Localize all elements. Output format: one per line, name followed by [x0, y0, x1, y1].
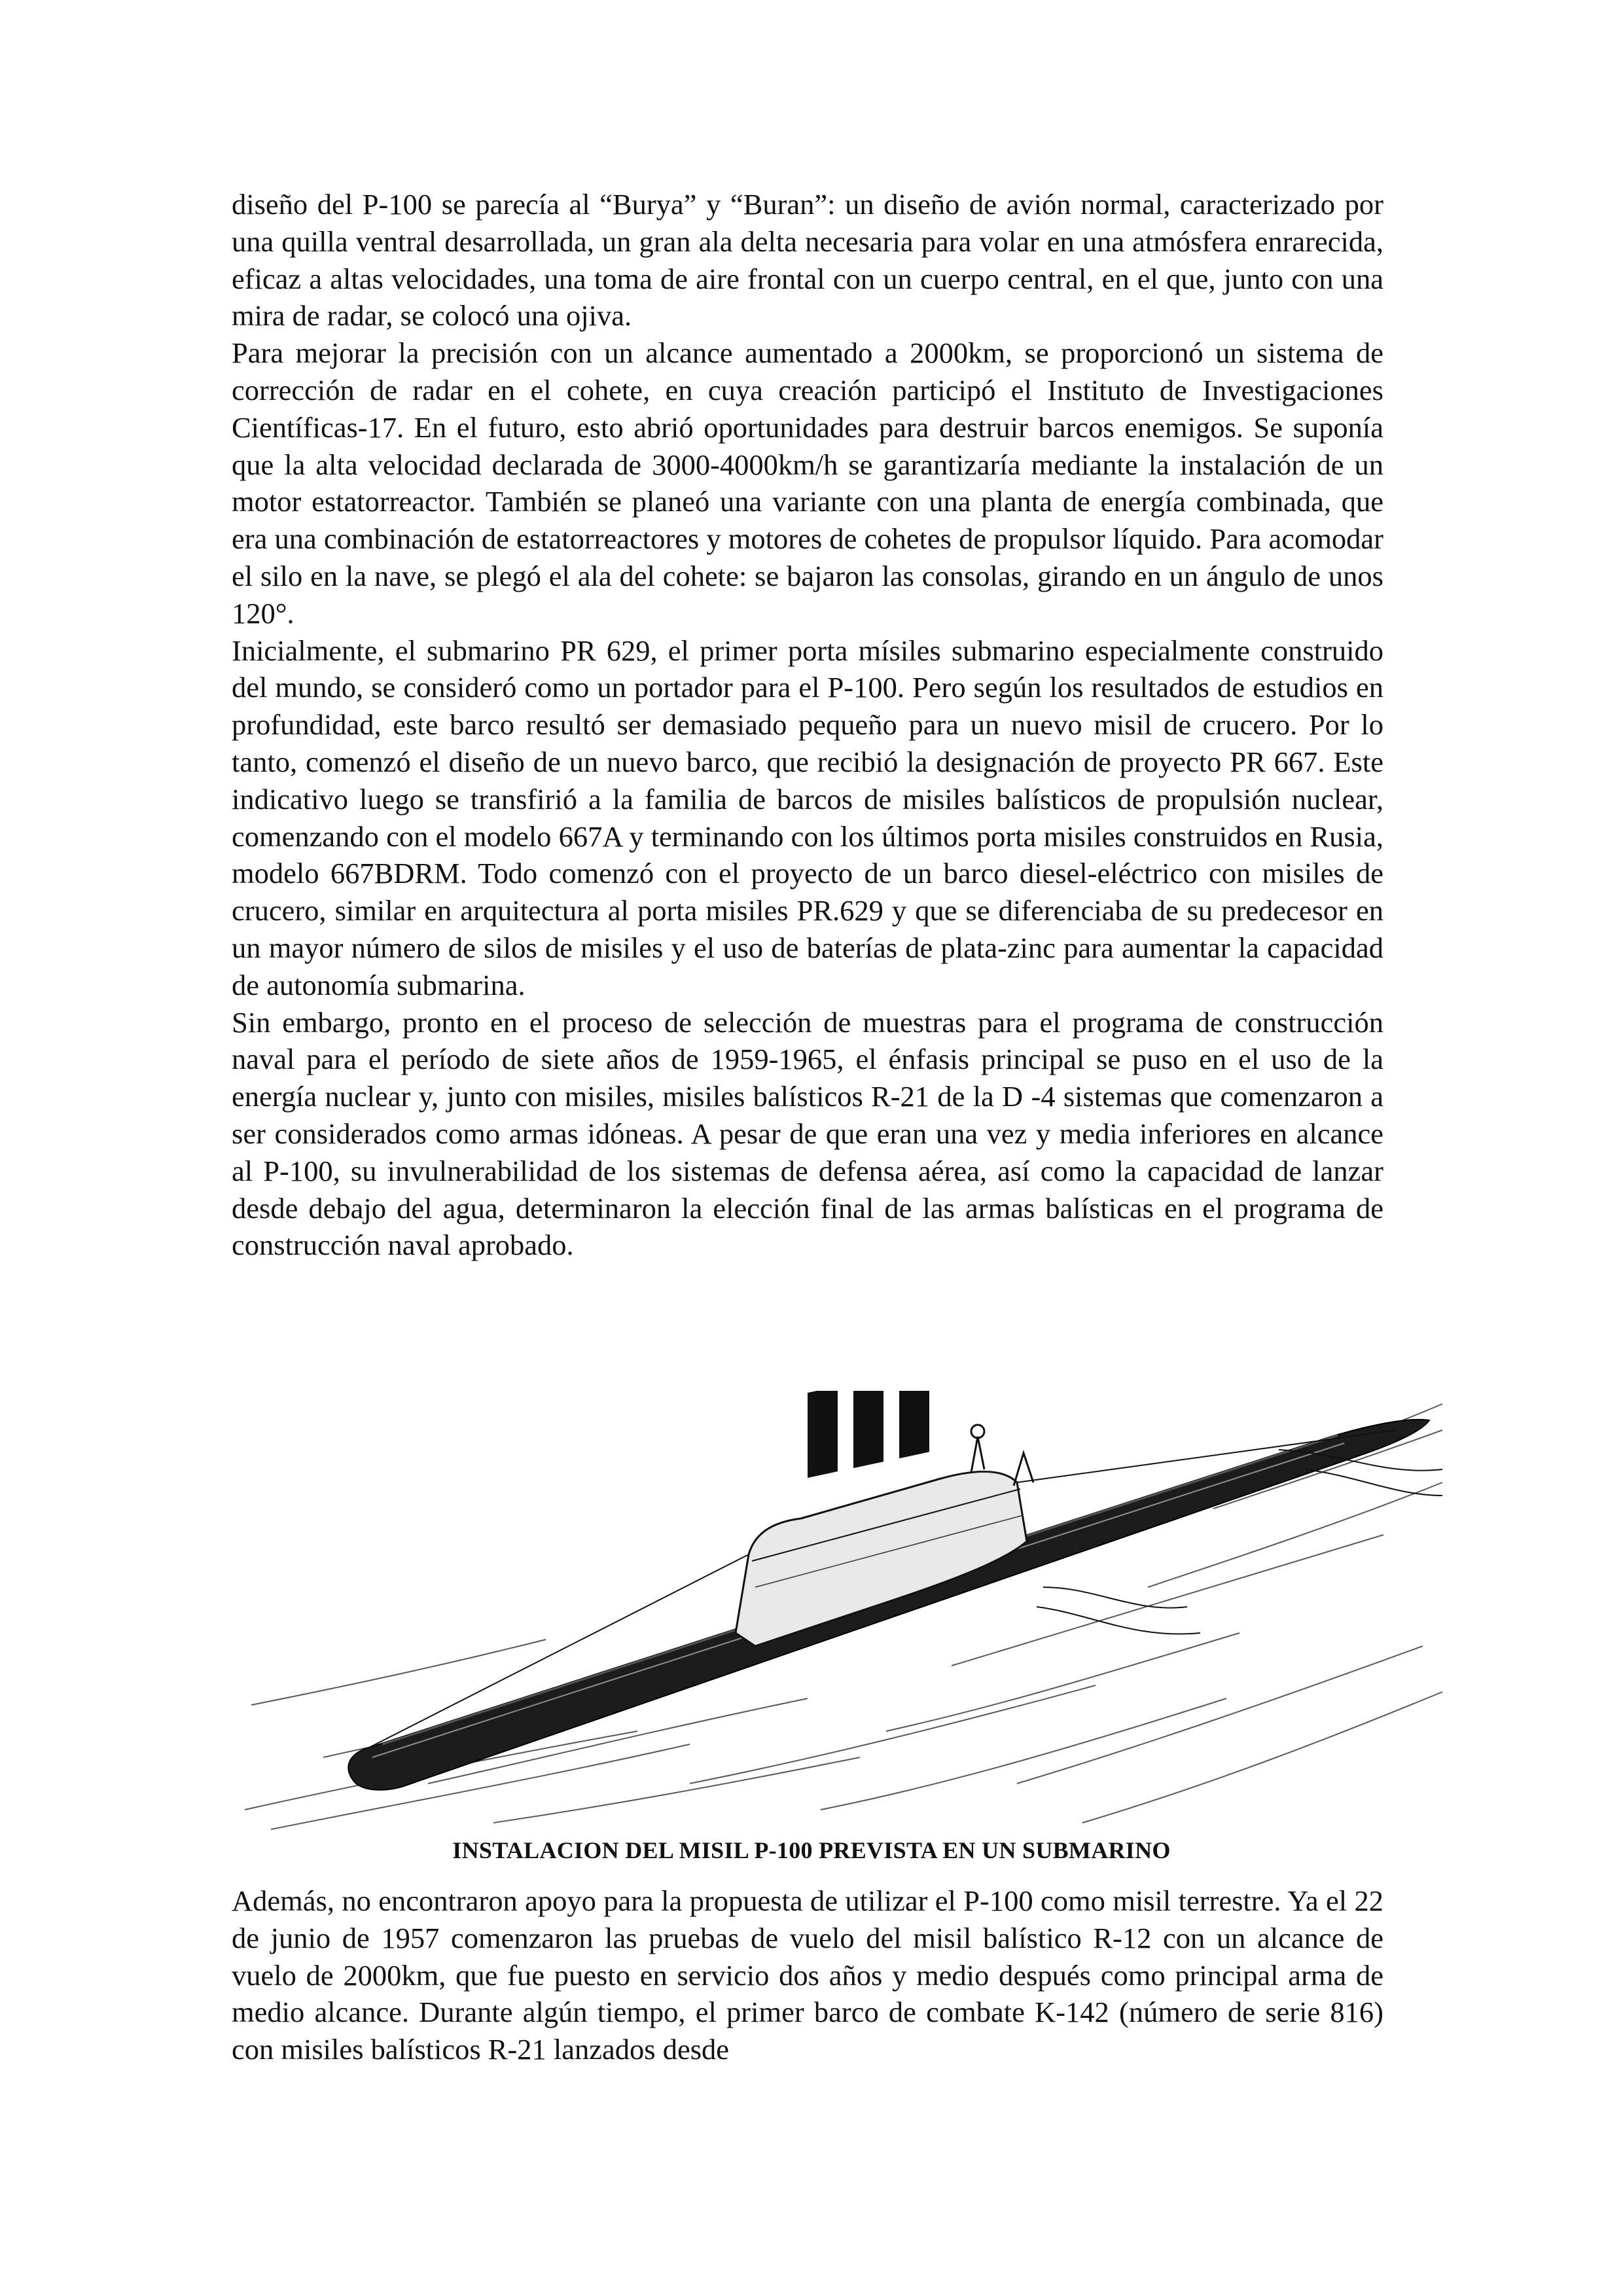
- paragraph: Inicialmente, el submarino PR 629, el primer porta mísiles submarino especialmente construido del mundo, se consideró como un portador para el P-100. Pero según los resultados de estudios en profundidad, este barco resultó ser demasiado pequeño para un nuevo misil de crucero. Por lo tanto, comenzó el diseño de un nuevo barco, que recibió la designación de proyecto PR 667. Este indicativo luego se transfirió a la familia de barcos de misiles balísticos de propulsión nuclear, comenzando con el modelo 667A y terminando con los últimos porta misiles construidos en Rusia, modelo 667BDRM. Todo comenzó con el proyecto de un barco diesel-eléctrico con misiles de crucero, similar en arquitectura al porta misiles PR.629 y que se diferenciaba de su predecesor en un mayor número de silos de misiles y el uso de baterías de plata-zinc para aumentar la capacidad de autonomía submarina.: [232, 634, 1383, 1001]
- paragraph: Además, no encontraron apoyo para la propuesta de utilizar el P-100 como misil terrestre. Ya el 22 de junio de 1957 comenzaron las pruebas de vuelo del misil balístico R-12 con un alcance de vuelo de 2000km, que fue puesto en servicio dos años y medio después como principal arma de medio alcance. Durante algún tiempo, el primer barco de combate K-142 (número de serie 816) con misiles balísticos R-21 lanzados desde: [232, 1884, 1383, 2066]
- submarine-illustration: [232, 1391, 1449, 1836]
- figure-caption: INSTALACION DEL MISIL P-100 PREVISTA EN UN SUBMARINO: [452, 1837, 1171, 1863]
- submarine-hull: [348, 1420, 1429, 1790]
- submarine-drawing: [232, 1391, 1449, 1836]
- paragraph: Sin embargo, pronto en el proceso de selección de muestras para el programa de construcción naval para el período de siete años de 1959-1965, el énfasis principal se puso en el uso de la energía nuclear y, junto con misiles, misiles balísticos R-21 de la D -4 sistemas que comenzaron a ser considerados como armas idóneas. A pesar de que eran una vez y media inferiores en alcance al P-100, su invulnerabilidad de los sistemas de defensa aérea, así como la capacidad de lanzar desde debajo del agua, determinaron la elección final de las armas balísticas en el programa de construcción naval aprobado.: [232, 1005, 1383, 1262]
- body-text-bottom: [232, 1882, 1383, 2068]
- body-text-top: [232, 186, 1383, 1264]
- paragraph: diseño del P-100 se parecía al “Burya” y “Buran”: un diseño de avión normal, caracterizado por una quilla ventral desarrollada, un gran ala delta necesaria para volar en una atmósfera enrarecida, eficaz a altas velocidades, una toma de aire frontal con un cuerpo central, en el que, junto con una mira de radar, se colocó una ojiva.: [232, 188, 1383, 332]
- paragraph: Para mejorar la precisión con un alcance aumentado a 2000km, se proporcionó un sistema de corrección de radar en el cohete, en cuya creación participó el Instituto de Investigaciones Científicas-17. En el futuro, esto abrió oportunidades para destruir barcos enemigos. Se suponía que la alta velocidad declarada de 3000-4000km/h se garantizaría mediante la instalación de un motor estatorreactor. También se planeó una variante con una planta de energía combinada, que era una combinación de estatorreactores y motores de cohetes de propulsor líquido. Para acomodar el silo en la nave, se plegó el ala del cohete: se bajaron las consolas, girando en un ángulo de unos 120°.: [232, 336, 1383, 630]
